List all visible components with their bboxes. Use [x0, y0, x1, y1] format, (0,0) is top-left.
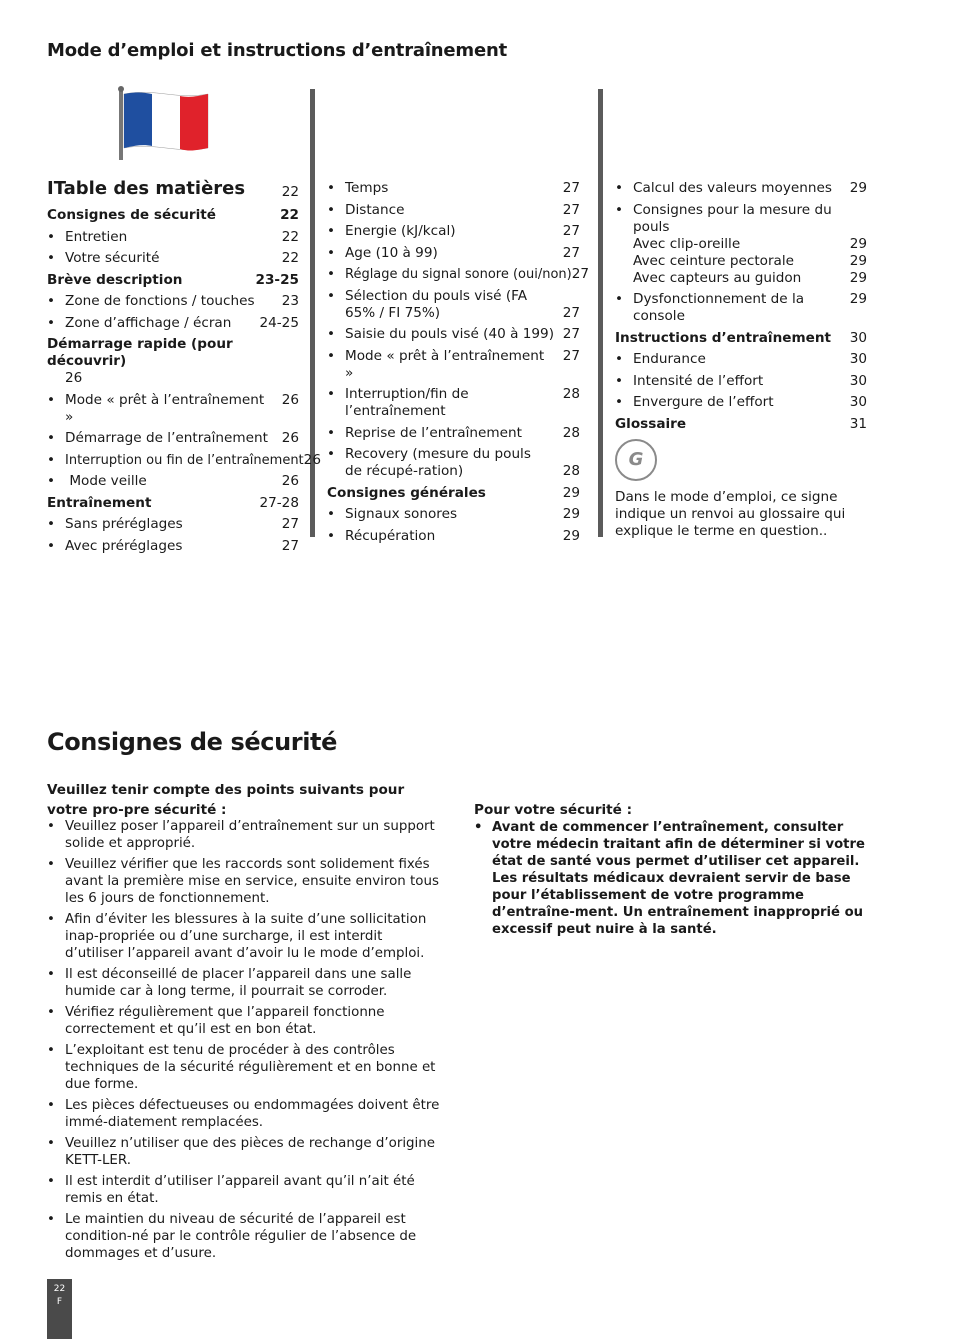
toc-page: 27	[562, 223, 580, 239]
toc-page: 26	[281, 391, 299, 408]
toc-column-2	[327, 180, 590, 549]
toc-section	[47, 272, 299, 289]
toc-item: • Temps 27	[327, 180, 580, 196]
toc-page: 27	[562, 347, 580, 364]
toc-page: 28	[562, 463, 580, 479]
list-item-text: Il est déconseillé de placer l’appareil dans une salle humide car à long terme, il pourrait se corroder.	[65, 967, 412, 999]
toc-page: 30	[849, 372, 867, 389]
toc-subitem	[615, 236, 867, 253]
toc-item-label: Intensité de l’effort	[633, 372, 764, 389]
toc-page: 29	[849, 252, 867, 269]
toc-page: 26	[65, 370, 83, 386]
toc-page: 30	[849, 351, 867, 367]
toc-item-label: Signaux sonores	[345, 506, 458, 522]
toc-section	[615, 416, 867, 433]
toc-section-label: Consignes générales	[327, 484, 486, 501]
toc-page: 30	[849, 329, 867, 346]
toc-item-label: Entretien	[65, 228, 128, 245]
french-flag-icon	[116, 86, 212, 162]
toc-subitem	[615, 270, 867, 287]
toc-page: 29	[849, 291, 867, 307]
toc-item: • Saisie du pouls visé (40 à 199) 27	[327, 326, 580, 342]
list-item: • Le maintien du niveau de sécurité de l’appareil est condition-né par le contrôle régulier de l’absence de dommages et d’usure.	[47, 1211, 442, 1262]
toc-item: • Mode « prêt à l’entraînement » 26	[47, 391, 299, 425]
toc-section	[327, 485, 580, 502]
language-code: F	[56, 1297, 63, 1307]
toc-page: 22	[281, 228, 299, 245]
toc-page: 29	[562, 527, 580, 544]
glossary-g-icon: G	[615, 439, 657, 481]
toc-page: 23	[281, 293, 299, 309]
toc-page: 28	[562, 386, 580, 402]
toc-item: • Réglage du signal sonore (oui/non) 27	[327, 266, 590, 282]
toc-page: 27	[281, 537, 299, 554]
toc-item-label: Démarrage de l’entraînement	[65, 430, 268, 446]
column-divider	[598, 89, 603, 537]
list-item-text: Le maintien du niveau de sécurité de l’appareil est condition-né par le contrôle régulier de l’absence de dommages et d’usure.	[65, 1212, 417, 1261]
toc-item: • Endurance 30	[615, 351, 867, 367]
toc-page: 29	[562, 484, 580, 501]
toc-page: 27	[562, 201, 580, 218]
safety-intro: Veuillez tenir compte des points suivants pour votre pro-pre sécurité :	[47, 782, 405, 818]
toc-item-label: Calcul des valeurs moyennes	[633, 180, 832, 196]
list-item: • Afin d’éviter les blessures à la suite d’une sollicitation inap-propriée ou d’une surcharge, il est interdit d’utiliser l’appareil avant d’avoir lu le mode d’emploi.	[47, 911, 442, 962]
glossary-note: Dans le mode d’emploi, ce signe indique un renvoi au glossaire qui explique le terme en question..	[615, 488, 846, 539]
toc-item-label: Votre sécurité	[65, 250, 160, 266]
toc-item: • Récupération 29	[327, 527, 580, 544]
toc-item: • Energie (kJ/kcal) 27	[327, 223, 580, 239]
toc-page: 27	[562, 244, 580, 261]
list-item: • Les pièces défectueuses ou endommagées doivent être immé-diatement remplacées.	[47, 1097, 442, 1131]
list-item-text: Veuillez vérifier que les raccords sont solidement fixés avant la première mise en service, ensuite environ tous les 6 jours de fonctionnement.	[65, 857, 439, 906]
toc-page: 30	[849, 394, 867, 410]
toc-item: • Signaux sonores 29	[327, 506, 580, 522]
toc-item-label: Mode « prêt à l’entraînement »	[345, 347, 545, 381]
toc-title-row	[47, 180, 299, 201]
toc-page: 29	[849, 235, 867, 252]
toc-item: • Reprise de l’entraînement 28	[327, 424, 580, 441]
toc-item-label: Envergure de l’effort	[633, 394, 774, 410]
toc-item: • Sans préréglages 27	[47, 516, 299, 532]
toc-item: • Mode veille 26	[47, 473, 299, 489]
safety-right-list	[474, 819, 870, 938]
toc-section	[615, 330, 867, 347]
toc-item-label: Temps	[345, 180, 389, 196]
toc-title: ITable des matières	[47, 178, 246, 199]
toc-item-label: Saisie du pouls visé (40 à 199)	[345, 326, 554, 342]
list-item-text: Veuillez poser l’appareil d’entraînement sur un support solide et approprié.	[65, 819, 435, 851]
toc-item: • Recovery (mesure du pouls de récupé-ration) 28	[327, 446, 580, 479]
toc-item-label: Energie (kJ/kcal)	[345, 223, 456, 239]
toc-item-label: Mode « prêt à l’entraînement »	[65, 391, 265, 425]
toc-item-label: Zone d’affichage / écran	[65, 314, 232, 331]
toc-item-label: Reprise de l’entraînement	[345, 424, 522, 441]
toc-page: 29	[849, 269, 867, 286]
toc-section	[47, 207, 299, 224]
toc-item: • Age (10 à 99) 27	[327, 244, 580, 261]
toc-item-label: Avec capteurs au guidon	[633, 269, 802, 286]
toc-page: 27	[571, 266, 590, 282]
toc-section-label: Brève description	[47, 271, 183, 288]
toc-section	[47, 495, 299, 512]
toc-item: • Entretien 22	[47, 228, 299, 245]
toc-section-label: Instructions d’entraînement	[615, 329, 832, 346]
list-item: • Vérifiez régulièrement que l’appareil fonctionne correctement et qu’il est en bon état.	[47, 1004, 442, 1038]
toc-page: 27	[281, 516, 299, 532]
toc-item-label: Age (10 à 99)	[345, 244, 438, 261]
list-item-text: Veuillez n’utiliser que des pièces de rechange d’origine KETT-LER.	[65, 1136, 435, 1168]
toc-item-label: Sélection du pouls visé (FA 65% / FI 75%)	[345, 287, 528, 321]
toc-item: • Interruption/fin de l’entraînement 28	[327, 386, 580, 419]
toc-item-label: Réglage du signal sonore (oui/non)	[345, 267, 572, 282]
toc-page: 27	[562, 180, 580, 196]
toc-section	[47, 336, 299, 387]
toc-page: 27	[562, 326, 580, 342]
toc-item-label: Consignes pour la mesure du pouls	[633, 201, 832, 235]
toc-page: 29	[562, 506, 580, 522]
toc-item-label: Avec préréglages	[65, 537, 183, 554]
toc-section-label: Démarrage rapide (pour découvrir)	[47, 336, 233, 369]
toc-column-1	[47, 178, 321, 559]
toc-item-label: Recovery (mesure du pouls de récupé-ration)	[345, 446, 531, 479]
list-item: • Veuillez poser l’appareil d’entraînement sur un support solide et approprié.	[47, 818, 442, 852]
toc-section-label: Glossaire	[615, 415, 687, 432]
page-number-tab	[47, 1279, 72, 1339]
toc-page: 22	[281, 184, 299, 200]
safety-right-title: Pour votre sécurité :	[474, 802, 633, 818]
toc-item: • Démarrage de l’entraînement 26	[47, 430, 299, 446]
toc-page: 24-25	[259, 314, 299, 331]
toc-item-label: Sans préréglages	[65, 516, 183, 532]
toc-section-label: Entraînement	[47, 494, 152, 511]
toc-item: • Calcul des valeurs moyennes 29	[615, 180, 867, 196]
safety-list	[47, 818, 442, 1266]
toc-page: 22	[280, 207, 299, 223]
toc-page: 26	[281, 473, 299, 489]
toc-item-label: Dysfonctionnement de la console	[633, 291, 805, 324]
toc-section-label: Consignes de sécurité	[47, 207, 217, 223]
toc-item-label: Avec ceinture pectorale	[633, 252, 795, 269]
toc-page: 29	[849, 180, 867, 196]
list-item-text: L’exploitant est tenu de procéder à des contrôles techniques de la sécurité régulièrement et en bonne et due forme.	[65, 1043, 436, 1092]
toc-item-label: Interruption ou fin de l’entraînement	[65, 452, 304, 468]
list-item: • Veuillez vérifier que les raccords sont solidement fixés avant la première mise en service, ensuite environ tous les 6 jours de fonctionnement.	[47, 856, 442, 907]
list-item: • Il est interdit d’utiliser l’appareil avant qu’il n’ait été remis en état.	[47, 1173, 442, 1207]
toc-item: • Mode « prêt à l’entraînement » 27	[327, 347, 580, 381]
toc-page: 26	[303, 451, 321, 468]
toc-item: • Dysfonctionnement de la console 29	[615, 291, 867, 324]
toc-item-label: Endurance	[633, 351, 706, 367]
toc-item: • Sélection du pouls visé (FA 65% / FI 75%) 27	[327, 287, 580, 321]
list-item: • Il est déconseillé de placer l’appareil dans une salle humide car à long terme, il pourrait se corroder.	[47, 966, 442, 1000]
toc-page: 27-28	[259, 494, 299, 511]
list-item-text: Vérifiez régulièrement que l’appareil fonctionne correctement et qu’il est en bon état.	[65, 1005, 385, 1037]
toc-item: • Avec préréglages 27	[47, 537, 299, 554]
toc-item: • Consignes pour la mesure du pouls	[615, 202, 867, 236]
document-header-title: Mode d’emploi et instructions d’entraînement	[47, 40, 508, 61]
list-item: • Avant de commencer l’entraînement, consulter votre médecin traitant afin de déterminer si votre état de santé vous permet d’utiliser cet appareil. Les résultats médicaux devraient servir de base pour l’établissement de votre programme d’entraîne-ment. Un entraînement inapproprié ou excessif peut nuire à la santé.	[474, 819, 870, 938]
list-item: • L’exploitant est tenu de procéder à des contrôles techniques de la sécurité régulièrement et en bonne et due forme.	[47, 1042, 442, 1093]
toc-item: • Interruption ou fin de l’entraînement 26	[47, 451, 321, 468]
toc-page: 28	[562, 424, 580, 441]
section-title: Consignes de sécurité	[47, 728, 337, 756]
list-item-text: Les pièces défectueuses ou endommagées doivent être immé-diatement remplacées.	[65, 1098, 440, 1130]
toc-item: • Intensité de l’effort 30	[615, 372, 867, 389]
toc-page: 26	[281, 430, 299, 446]
toc-item-label: Distance	[345, 201, 405, 218]
toc-page: 27	[562, 304, 580, 321]
toc-item: • Zone de fonctions / touches 23	[47, 293, 299, 309]
toc-item-label: Avec clip-oreille	[633, 235, 741, 252]
toc-item: • Envergure de l’effort 30	[615, 394, 867, 410]
toc-item-label: Interruption/fin de l’entraînement	[345, 386, 469, 419]
list-item-text: Avant de commencer l’entraînement, consulter votre médecin traitant afin de déterminer si votre état de santé vous permet d’utiliser cet appareil. Les résultats médicaux devraient servir de base pour l’établissement de votre programme d’entraîne-ment. Un entraînement inapproprié ou excessif peut nuire à la santé.	[492, 820, 865, 937]
toc-item-label: Zone de fonctions / touches	[65, 293, 255, 309]
toc-item-label: Récupération	[345, 527, 436, 544]
toc-item: • Distance 27	[327, 201, 580, 218]
page-number: 22	[53, 1284, 66, 1294]
toc-page: 23-25	[255, 271, 299, 288]
toc-item: • Zone d’affichage / écran 24-25	[47, 314, 299, 331]
toc-subitem	[615, 253, 867, 270]
list-item-text: Afin d’éviter les blessures à la suite d’une sollicitation inap-propriée ou d’une surcharge, il est interdit d’utiliser l’appareil avant d’avoir lu le mode d’emploi.	[65, 912, 427, 961]
list-item-text: Il est interdit d’utiliser l’appareil avant qu’il n’ait été remis en état.	[65, 1174, 415, 1206]
toc-page: 31	[849, 415, 867, 432]
toc-page: 22	[281, 250, 299, 266]
list-item: • Veuillez n’utiliser que des pièces de rechange d’origine KETT-LER.	[47, 1135, 442, 1169]
toc-column-3	[615, 180, 867, 540]
toc-item: • Votre sécurité 22	[47, 250, 299, 266]
column-divider	[310, 89, 315, 537]
toc-item-label: Mode veille	[65, 473, 147, 489]
